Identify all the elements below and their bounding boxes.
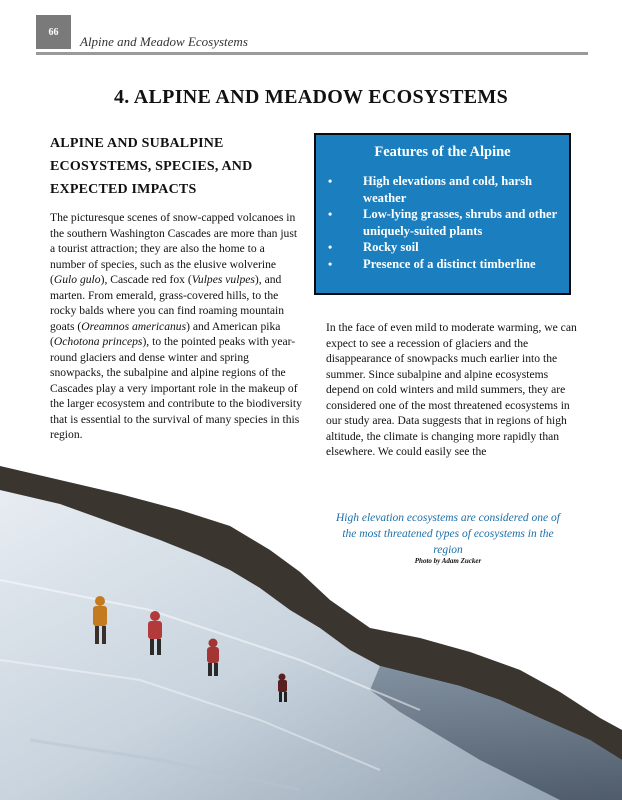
- feature-item-text: Rocky soil: [363, 240, 419, 254]
- feature-item: [326, 256, 559, 273]
- feature-item-text: Low-lying grasses, shrubs and other uniquely-suited plants: [363, 207, 557, 238]
- running-header-title: Alpine and Meadow Ecosystems: [80, 34, 248, 49]
- paragraph-text: The picturesque scenes of snow-capped volcanoes in the southern Washington Cascades are more than just a tourist attraction; they are also the home to a number of species, such as the elusive wolverine (: [50, 211, 298, 286]
- page-number: [36, 15, 71, 49]
- species-name: Gulo gulo: [53, 273, 101, 286]
- page-number-label: 66: [48, 26, 59, 38]
- paragraph-text: ) and American pika (: [50, 319, 281, 348]
- right-column-text: [326, 320, 580, 460]
- photo-credit: Photo by Adam Zucker: [414, 557, 482, 565]
- left-column-text: [50, 210, 302, 443]
- features-list: [316, 173, 569, 272]
- species-name: Ochotona princeps: [53, 335, 143, 348]
- section-heading-line: EXPECTED IMPACTS: [50, 182, 197, 197]
- species-name: Vulpes vulpes: [191, 273, 255, 286]
- feature-item-text: High elevations and cold, harsh weather: [363, 174, 532, 205]
- photo-caption: High elevation ecosystems are considered one of the most threatened types of ecosystems in the region: [336, 512, 560, 556]
- section-heading-line: ALPINE AND SUBALPINE: [50, 136, 224, 151]
- bullet-icon: •: [328, 240, 333, 254]
- bullet-icon: •: [328, 174, 333, 188]
- feature-item: [326, 173, 559, 206]
- section-heading-line: ECOSYSTEMS, SPECIES, AND: [50, 159, 253, 174]
- section-heading: [50, 132, 290, 201]
- feature-item: [326, 206, 559, 239]
- paragraph-text: ), to the pointed peaks with year-round glaciers and dense winter and spring snowpacks, the subalpine and alpine regions of the Cascades play a very important role in the makeup of the larger ecosystem and contribute to the biodiversity that is essential to the survival of many species in this region.: [50, 335, 302, 441]
- paragraph-text: ), Cascade red fox (: [100, 273, 192, 286]
- warming-paragraph: In the face of even mild to moderate warming, we can expect to see a recession of glaciers and the disappearance of snowpacks much earlier into the summer. Since subalpine and alpine ecosystems depend on cold winters and mild summers, they are considered one of the most threatened ecosystems in our study area. Data suggests that in regions of high altitude, the climate is changing more rapidly than elsewhere. We could easily see the: [326, 321, 577, 458]
- intro-paragraph: [50, 210, 302, 443]
- chapter-title: 4. ALPINE AND MEADOW ECOSYSTEMS: [114, 86, 508, 108]
- features-sidebar: [314, 133, 571, 295]
- feature-item-text: Presence of a distinct timberline: [363, 256, 536, 271]
- paragraph-text: ), and marten. From emerald, grass-covered hills, to the rocky balds where you can find roaming mountain goats (: [50, 273, 285, 333]
- bullet-icon: •: [328, 256, 333, 271]
- header-rule: [36, 52, 588, 55]
- bullet-icon: •: [328, 207, 333, 221]
- species-name: Oreamnos americanus: [81, 319, 187, 333]
- features-title: Features of the Alpine: [374, 144, 511, 160]
- feature-item: [326, 239, 559, 256]
